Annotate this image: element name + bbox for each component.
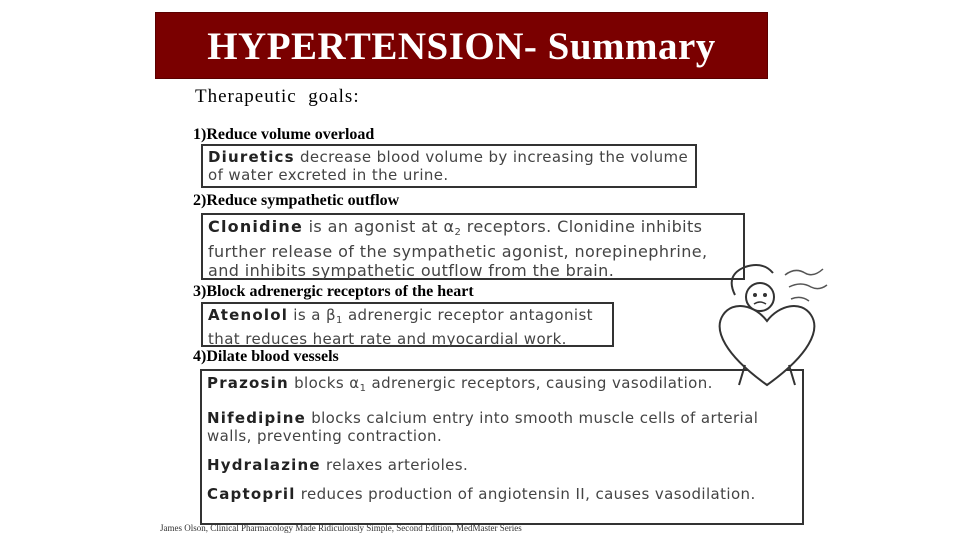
title-banner bbox=[155, 12, 768, 79]
goal-2-label: 2)Reduce sympathetic outflow bbox=[193, 192, 400, 209]
slide-title: HYPERTENSION- Summary bbox=[207, 25, 716, 68]
diuretics-box bbox=[201, 144, 697, 188]
drug-description: relaxes arterioles. bbox=[325, 456, 469, 474]
atenolol-box bbox=[201, 302, 614, 347]
drug-description: is a bbox=[293, 306, 321, 324]
hydralazine-entry bbox=[207, 456, 797, 474]
goal-3-label: 3)Block adrenergic receptors of the heart bbox=[193, 283, 474, 300]
greek-symbol: $\beta_1$ bbox=[326, 306, 343, 326]
clonidine-box bbox=[201, 213, 745, 280]
drug-description: blocks bbox=[294, 374, 345, 392]
drug-name: Diuretics bbox=[208, 148, 295, 166]
drug-description: blocks calcium entry into smooth muscle cells of arterial walls, preventing contraction. bbox=[207, 409, 759, 445]
drug-name: Captopril bbox=[207, 485, 296, 503]
drug-description-cont: receptors. Clonidine inhibits further release of the sympathetic agonist, norepinephrine, and inhibits sympathetic outflow from the brain. bbox=[208, 217, 708, 280]
drug-name: Atenolol bbox=[208, 306, 289, 324]
drug-name: Nifedipine bbox=[207, 409, 307, 427]
captopril-entry bbox=[207, 485, 797, 503]
greek-symbol: $\alpha_2$ bbox=[443, 217, 462, 238]
drug-name: Clonidine bbox=[208, 217, 304, 236]
nifedipine-entry bbox=[207, 409, 797, 445]
drug-name: Prazosin bbox=[207, 374, 289, 392]
drug-description: decrease blood volume by increasing the volume of water excreted in the urine. bbox=[208, 148, 689, 184]
drug-description: reduces production of angiotensin II, causes vasodilation. bbox=[300, 485, 756, 503]
goal-4-label: 4)Dilate blood vessels bbox=[193, 348, 339, 365]
source-citation: James Olson, Clinical Pharmacology Made Ridiculously Simple, Second Edition, MedMaster Series bbox=[160, 523, 522, 533]
drug-name: Hydralazine bbox=[207, 456, 321, 474]
stressed-heart-illustration bbox=[705, 255, 830, 395]
goals-heading: Therapeutic goals: bbox=[195, 86, 360, 107]
goal-1-label: 1)Reduce volume overload bbox=[193, 126, 375, 143]
greek-symbol: $\alpha_1$ bbox=[349, 374, 367, 394]
drug-description: is an agonist at bbox=[308, 217, 438, 236]
drug-description-cont: adrenergic receptor antagonist that reduces heart rate and myocardial work. bbox=[208, 306, 593, 348]
drug-description-cont: adrenergic receptors, causing vasodilation. bbox=[371, 374, 713, 392]
